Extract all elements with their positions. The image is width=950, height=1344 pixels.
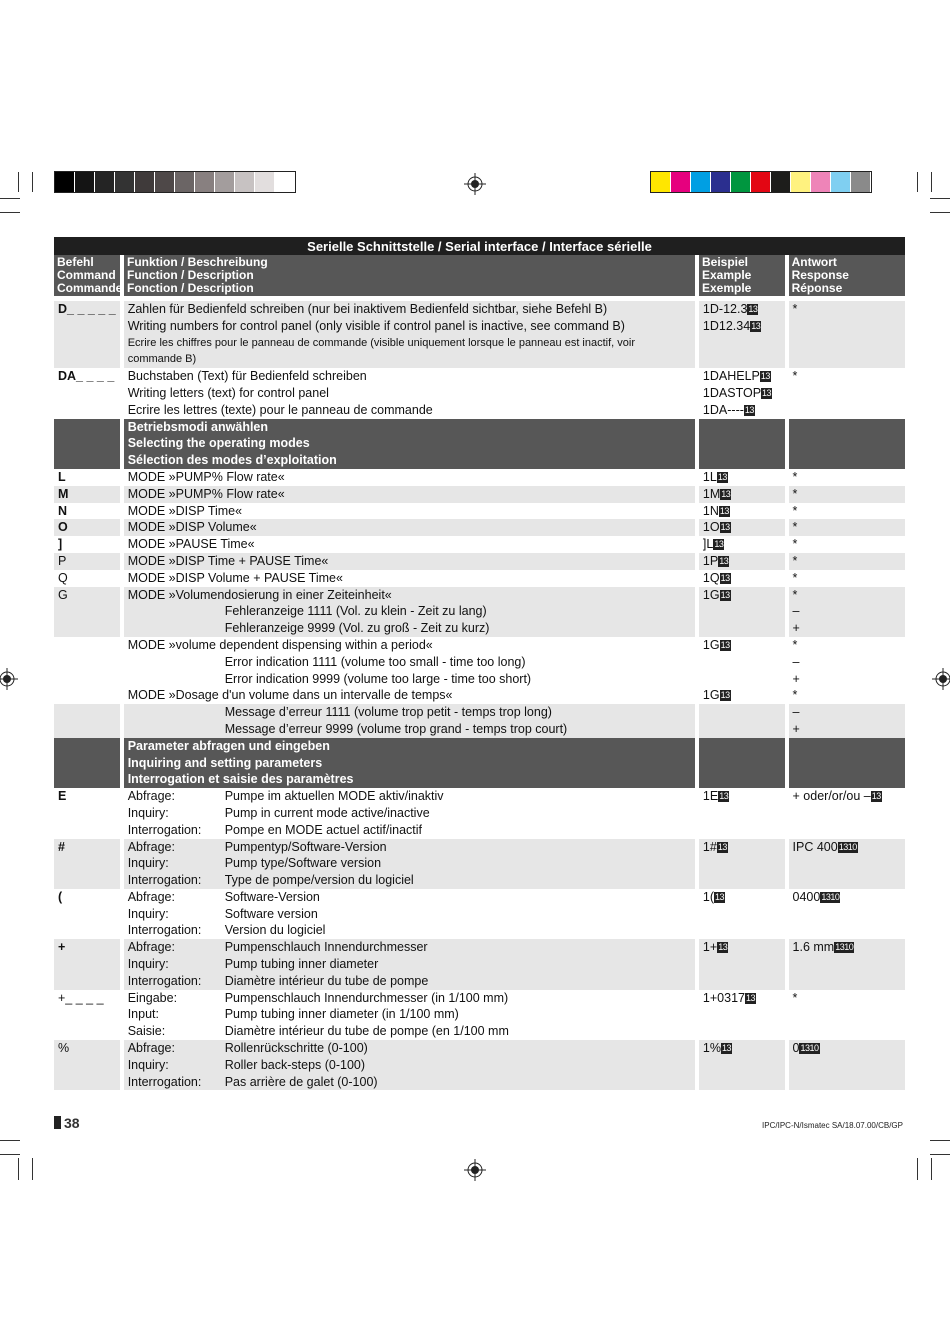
example-cell: 1D-12.313 1D12.3413 xyxy=(699,301,785,368)
example-value: 1+ xyxy=(702,940,718,955)
gray-swatch xyxy=(195,172,215,192)
description-cell: MODE »DISP Time« xyxy=(127,503,243,518)
command-cell: + xyxy=(54,939,120,989)
cr-symbol: 1310 xyxy=(821,891,840,902)
example-cell xyxy=(699,553,785,570)
example-line xyxy=(703,671,782,688)
response-cell xyxy=(789,1040,905,1090)
section-title: Parameter abfragen und eingeben Inquiring and setting parameters Interrogation et saisie des paramètres xyxy=(124,738,695,788)
response-value: IPC 400 xyxy=(792,839,838,854)
response-line: * xyxy=(792,637,798,652)
example-cell xyxy=(699,990,785,1040)
example-cell xyxy=(699,469,785,486)
command-cell: G xyxy=(54,587,120,604)
gray-swatch xyxy=(255,172,275,192)
crop-mark xyxy=(917,1158,918,1180)
table-row xyxy=(54,301,905,368)
response-cell xyxy=(789,603,905,637)
command-cell: ] xyxy=(58,537,63,552)
command-cell xyxy=(54,704,120,738)
color-swatch xyxy=(791,172,811,192)
field-label: Interrogation: xyxy=(127,973,202,988)
example-cell: 1DAHELP13 1DASTOP13 1DA----13 xyxy=(702,369,772,417)
color-swatch xyxy=(811,172,831,192)
header-function: Funktion / Beschreibung Function / Description Fonction / Description xyxy=(124,255,695,296)
description-cell: MODE »PUMP% Flow rate« xyxy=(127,469,285,484)
response-line: – xyxy=(792,604,800,619)
color-swatch xyxy=(711,172,731,192)
crop-mark xyxy=(930,198,950,199)
example-line xyxy=(703,704,782,721)
example-line xyxy=(703,637,782,654)
gray-swatch xyxy=(155,172,175,192)
table-row xyxy=(54,687,905,704)
gray-swatch xyxy=(215,172,235,192)
example-value: 1O xyxy=(702,520,720,535)
response-cell xyxy=(789,839,905,889)
cr-symbol: 13 xyxy=(871,791,881,802)
command-cell: Q xyxy=(58,570,68,585)
field-value: Diamètre intérieur du tube de pompe xyxy=(224,973,429,988)
field-label: Inquiry: xyxy=(127,1057,169,1072)
command-cell: DA_ _ _ _ xyxy=(58,369,115,384)
description-line xyxy=(128,1057,692,1074)
description-cell: Buchstaben (Text) für Bedienfeld schreiben Writing letters (text) for control panel Ecrire les lettres (texte) pour le panneau de commande xyxy=(127,369,433,417)
example-value: 1( xyxy=(702,889,715,904)
field-label: Interrogation: xyxy=(127,822,202,837)
table-row xyxy=(54,486,905,503)
header-command: Befehl Command Commande xyxy=(54,255,120,296)
crop-mark xyxy=(0,1140,20,1141)
color-swatch xyxy=(731,172,751,192)
crop-mark xyxy=(930,1154,950,1155)
response-cell: * xyxy=(792,503,798,518)
description-cell xyxy=(124,704,695,738)
crop-mark xyxy=(931,172,932,192)
response-cell xyxy=(789,637,905,687)
section-header-row xyxy=(54,419,905,469)
description-line xyxy=(128,922,692,939)
description-line xyxy=(128,939,692,956)
field-value: Pompe en MODE actuel actif/inactif xyxy=(224,822,423,837)
response-line: + xyxy=(792,721,800,736)
description-line xyxy=(128,822,692,839)
field-label: Eingabe: xyxy=(127,990,178,1005)
field-value: Pump type/Software version xyxy=(224,856,382,871)
cr-symbol: 13 xyxy=(720,589,730,600)
crop-mark xyxy=(32,172,33,192)
table-row xyxy=(54,1040,905,1090)
field-value: Pump in current mode active/inactive xyxy=(224,805,430,820)
description-line xyxy=(128,788,692,805)
description-cell: MODE »DISP Volume« xyxy=(124,519,695,536)
table-row xyxy=(54,469,905,486)
table-row xyxy=(54,587,905,604)
example-cell xyxy=(699,788,785,838)
example-value: ]L xyxy=(702,537,714,552)
description-line xyxy=(128,855,692,872)
example-cell xyxy=(699,1040,785,1090)
description-cell xyxy=(124,637,695,687)
example-cell xyxy=(699,486,785,503)
crop-mark xyxy=(917,172,918,192)
response-cell xyxy=(789,788,905,838)
cr-symbol: 13 xyxy=(719,555,729,566)
example-value: 1G xyxy=(702,637,720,652)
crop-mark xyxy=(930,212,950,213)
cr-symbol: 13 xyxy=(719,505,729,516)
section-title: Betriebsmodi anwählen Selecting the operating modes Sélection des modes d’exploitation xyxy=(124,419,695,469)
field-value: Rollenrückschritte (0-100) xyxy=(224,1041,368,1056)
cr-symbol: 13 xyxy=(751,320,761,331)
table-row xyxy=(54,839,905,889)
description-cell xyxy=(124,687,695,704)
mode-rows xyxy=(54,469,905,603)
command-cell: N xyxy=(58,503,68,518)
table-row xyxy=(54,553,905,570)
command-cell xyxy=(54,603,120,637)
example-line xyxy=(703,687,782,704)
cr-symbol: 13 xyxy=(715,891,725,902)
description-line: MODE »volume dependent dispensing within a period« xyxy=(127,637,433,652)
color-swatch xyxy=(751,172,771,192)
registration-mark-icon xyxy=(0,668,18,690)
example-cell xyxy=(699,519,785,536)
table-row xyxy=(54,788,905,838)
example-cell xyxy=(699,536,785,553)
field-value: Software-Version xyxy=(224,889,320,904)
description-cell xyxy=(124,939,695,989)
cr-symbol: 13 xyxy=(714,539,724,550)
gray-swatch xyxy=(235,172,255,192)
color-swatch xyxy=(671,172,691,192)
example-line xyxy=(703,654,782,671)
field-label: Interrogation: xyxy=(127,1074,202,1089)
example-cell xyxy=(699,939,785,989)
field-value: Software version xyxy=(224,906,318,921)
response-line: + xyxy=(792,621,800,636)
response-cell xyxy=(789,889,905,939)
description-cell: MODE »PUMP% Flow rate« xyxy=(124,486,695,503)
response-cell: * xyxy=(792,469,798,484)
field-value: Roller back-steps (0-100) xyxy=(224,1057,366,1072)
example-cell xyxy=(699,687,785,704)
table-row xyxy=(54,939,905,989)
table-header xyxy=(54,255,905,296)
registration-mark-icon xyxy=(464,1159,486,1181)
response-cell xyxy=(789,687,905,704)
example-cell xyxy=(699,503,785,520)
example-cell xyxy=(699,570,785,587)
command-cell: % xyxy=(54,1040,120,1090)
response-line: – xyxy=(792,654,800,669)
field-label: Abfrage: xyxy=(127,940,175,955)
description-line: Fehleranzeige 1111 (Vol. zu klein - Zeit zu lang) xyxy=(224,604,487,619)
field-value: Type de pompe/version du logiciel xyxy=(224,873,414,888)
field-value: Pumpenschlauch Innendurchmesser (in 1/100 mm) xyxy=(224,990,509,1005)
response-cell: * xyxy=(792,570,798,585)
cr-symbol: 13 xyxy=(720,690,730,701)
response-cell: * xyxy=(789,519,905,536)
command-cell: +_ _ _ _ xyxy=(58,990,104,1005)
field-label: Abfrage: xyxy=(127,1041,175,1056)
registration-mark-icon xyxy=(932,668,950,690)
command-cell: O xyxy=(54,519,120,536)
cr-symbol: 13 xyxy=(744,404,754,415)
description-line: Error indication 1111 (volume too small - time too long) xyxy=(224,654,526,669)
command-cell: E xyxy=(58,789,67,804)
field-value: Pumpenschlauch Innendurchmesser xyxy=(224,940,428,955)
response-cell: * xyxy=(789,486,905,503)
cr-symbol: 13 xyxy=(762,387,772,398)
field-value: Pump tubing inner diameter (in 1/100 mm) xyxy=(224,1007,459,1022)
field-value: Pumpentyp/Software-Version xyxy=(224,839,387,854)
field-label: Input: xyxy=(127,1007,159,1022)
field-label: Inquiry: xyxy=(127,805,169,820)
description-cell: MODE »DISP Time + PAUSE Time« xyxy=(124,553,695,570)
header-example: Beispiel Example Exemple xyxy=(699,255,785,296)
response-value: 0 xyxy=(792,1041,800,1056)
description-cell xyxy=(124,990,695,1040)
gray-swatch xyxy=(275,172,295,192)
field-label: Inquiry: xyxy=(127,906,169,921)
field-label: Abfrage: xyxy=(127,889,175,904)
cr-symbol: 13 xyxy=(717,841,727,852)
command-cell: L xyxy=(58,469,66,484)
response-cell: * xyxy=(789,587,905,604)
g-mode-details xyxy=(54,603,905,737)
example-value: 1% xyxy=(702,1041,721,1056)
table-row xyxy=(54,503,905,520)
description-line xyxy=(128,872,692,889)
response-cell xyxy=(789,704,905,738)
example-value: 1N xyxy=(702,503,719,518)
example-value: 1Q xyxy=(702,570,720,585)
description-cell xyxy=(124,603,695,637)
section-header-row xyxy=(54,738,905,788)
field-label: Interrogation: xyxy=(127,923,202,938)
description-cell: Zahlen für Bedienfeld schreiben (nur bei inaktivem Bedienfeld sichtbar, siehe Befehl B) Writing numbers for control panel (only visible if control panel is inactive, see command B) Ecrire les chiffres pour le panneau de commande (visible uniquement lorsque le panneau est inactif, voir commande B) xyxy=(124,301,695,368)
example-line xyxy=(703,603,782,620)
field-value: Version du logiciel xyxy=(224,923,326,938)
description-cell xyxy=(124,788,695,838)
description-cell: MODE »PAUSE Time« xyxy=(127,537,255,552)
table-row xyxy=(54,603,905,637)
crop-mark xyxy=(0,212,20,213)
description-line xyxy=(128,990,692,1007)
description-line xyxy=(128,889,692,906)
description-line xyxy=(128,1040,692,1057)
serial-interface-table xyxy=(54,237,905,1090)
description-cell xyxy=(124,889,695,939)
response-cell: * xyxy=(792,369,798,384)
gray-swatch xyxy=(115,172,135,192)
gray-swatch xyxy=(135,172,155,192)
crop-mark xyxy=(32,1158,33,1180)
description-line xyxy=(128,906,692,923)
description-line: Fehleranzeige 9999 (Vol. zu groß - Zeit zu kurz) xyxy=(224,621,490,636)
description-cell: MODE »DISP Volume + PAUSE Time« xyxy=(127,570,343,585)
cr-symbol: 1310 xyxy=(838,841,857,852)
grayscale-calibration-strip xyxy=(54,171,296,193)
cr-symbol: 13 xyxy=(748,304,758,314)
command-cell xyxy=(54,637,120,687)
table-row xyxy=(54,889,905,939)
gray-swatch xyxy=(75,172,95,192)
description-line xyxy=(128,1023,692,1040)
crop-mark xyxy=(0,1154,20,1155)
example-cell xyxy=(699,889,785,939)
description-line xyxy=(128,1074,692,1091)
field-label: Inquiry: xyxy=(127,957,169,972)
example-cell xyxy=(699,637,785,687)
cr-symbol: 13 xyxy=(745,992,755,1003)
crop-mark xyxy=(18,1158,19,1180)
description-line xyxy=(128,956,692,973)
field-value: Pas arrière de galet (0-100) xyxy=(224,1074,378,1089)
color-swatch xyxy=(691,172,711,192)
field-value: Diamètre intérieur du tube de pompe (en 1/100 mm xyxy=(224,1024,509,1039)
response-cell xyxy=(789,939,905,989)
description-cell: MODE »Volumendosierung in einer Zeiteinheit« xyxy=(124,587,695,604)
cr-symbol: 13 xyxy=(721,488,731,499)
response-value: 1.6 mm xyxy=(792,940,835,955)
field-label: Saisie: xyxy=(127,1024,166,1039)
description-line xyxy=(128,839,692,856)
cr-symbol: 13 xyxy=(718,942,728,953)
field-label: Interrogation: xyxy=(127,873,202,888)
response-cell: * xyxy=(789,553,905,570)
example-cell xyxy=(699,839,785,889)
cr-symbol: 13 xyxy=(760,371,770,382)
response-line: – xyxy=(792,705,800,720)
example-cell xyxy=(699,587,785,604)
example-value: 1# xyxy=(702,839,717,854)
table-row xyxy=(54,990,905,1040)
example-value: 1G xyxy=(702,688,720,703)
example-value: 1M xyxy=(702,486,721,501)
example-cell xyxy=(699,704,785,738)
response-value: + oder/or/ou – xyxy=(792,789,871,804)
field-label: Abfrage: xyxy=(127,839,175,854)
color-swatch xyxy=(851,172,871,192)
description-line: MODE »Dosage d'un volume dans un intervalle de temps« xyxy=(127,688,453,703)
field-label: Abfrage: xyxy=(127,789,175,804)
description-cell xyxy=(124,1040,695,1090)
cr-symbol: 13 xyxy=(720,572,730,583)
cr-symbol: 13 xyxy=(717,471,727,482)
description-line xyxy=(128,805,692,822)
field-value: Pumpe im aktuellen MODE aktiv/inaktiv xyxy=(224,789,444,804)
gray-swatch xyxy=(55,172,75,192)
document-reference: IPC/IPC-N/Ismatec SA/18.07.00/CB/GP xyxy=(762,1121,903,1130)
color-swatch xyxy=(771,172,791,192)
color-swatch xyxy=(831,172,851,192)
description-line: Message d’erreur 1111 (volume trop petit - temps trop long) xyxy=(224,705,552,720)
command-cell xyxy=(54,687,120,704)
command-cell: D_ _ _ _ _ xyxy=(54,301,120,368)
description-line xyxy=(128,973,692,990)
crop-mark xyxy=(930,1140,950,1141)
response-line: * xyxy=(792,688,798,703)
description-line: Error indication 9999 (volume too large - time too short) xyxy=(224,671,532,686)
example-value: 1P xyxy=(702,553,719,568)
table-row xyxy=(54,536,905,553)
example-line xyxy=(703,620,782,637)
field-label: Inquiry: xyxy=(127,856,169,871)
example-value: 1L xyxy=(702,469,717,484)
table-row xyxy=(54,704,905,738)
table-row xyxy=(54,570,905,587)
cr-symbol: 13 xyxy=(720,639,730,650)
response-cell: * xyxy=(792,537,798,552)
command-cell: ( xyxy=(58,889,63,904)
command-cell: # xyxy=(54,839,120,889)
gray-swatch xyxy=(175,172,195,192)
command-cell: P xyxy=(54,553,120,570)
gray-swatch xyxy=(95,172,115,192)
description-line xyxy=(128,1006,692,1023)
table-row xyxy=(54,368,905,418)
example-cell xyxy=(699,603,785,637)
registration-mark-icon xyxy=(464,173,486,195)
crop-mark xyxy=(18,172,19,192)
response-cell xyxy=(789,990,905,1040)
parameter-rows xyxy=(54,788,905,1090)
response-value: 0400 xyxy=(792,889,821,904)
description-cell xyxy=(124,839,695,889)
example-value: 1+0317 xyxy=(702,990,745,1005)
cr-symbol: 13 xyxy=(719,791,729,802)
cr-symbol: 1310 xyxy=(800,1043,819,1054)
command-cell: M xyxy=(54,486,120,503)
color-swatch xyxy=(651,172,671,192)
table-title: Serielle Schnittstelle / Serial interface / Interface sérielle xyxy=(54,237,905,255)
table-row xyxy=(54,637,905,687)
field-value: Pump tubing inner diameter xyxy=(224,957,379,972)
cr-symbol: 13 xyxy=(720,522,730,533)
example-value: 1E xyxy=(702,789,719,804)
description-line: Message d’erreur 9999 (volume trop grand - temps trop court) xyxy=(224,721,568,736)
response-value: * xyxy=(792,990,798,1005)
page-number: 38 xyxy=(54,1115,80,1131)
example-line xyxy=(703,721,782,738)
color-calibration-strip xyxy=(650,171,872,193)
header-response: Antwort Response Réponse xyxy=(789,255,905,296)
crop-mark xyxy=(931,1158,932,1180)
cr-symbol: 1310 xyxy=(835,942,854,953)
cr-symbol: 13 xyxy=(722,1043,732,1054)
crop-mark xyxy=(0,198,20,199)
example-value: 1G xyxy=(702,587,720,602)
response-line: + xyxy=(792,671,800,686)
table-row xyxy=(54,519,905,536)
response-cell: * xyxy=(789,301,905,368)
